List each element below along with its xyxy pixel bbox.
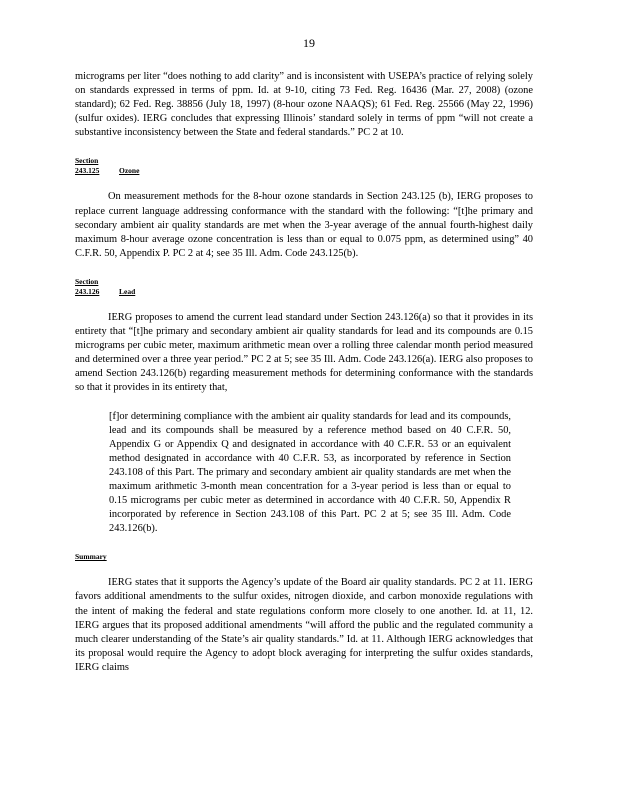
- summary-title: Summary: [75, 552, 107, 562]
- block-quote: [f]or determining compliance with the ambient air quality standards for lead and its compounds, lead and its compounds shall be measured by a reference method based on 40 C.F.R. 50, Appendix G or Appendix Q and designated in accordance with 40 C.F.R. 53 or an equivalent method designated in accordance with 40 C.F.R. 53, as incorporated by reference in Section 243.108 of this Part. The primary and secondary ambient air quality standards are met when the maximum arithmetic 3-month mean concentration for a 3-year period is less than or equal to 0.15 micrograms per cubic meter as determined in accordance with 40 C.F.R. 50, Appendix R incorporated by reference in Section 243.108 of this Part. PC 2 at 5; see 35 Ill. Adm. Code 243.126(b).: [109, 410, 511, 535]
- paragraph-summary: IERG states that it supports the Agency’s update of the Board air quality standards. PC 2 at 11. IERG favors additional amendments to the sulfur oxides, nitrogen dioxide, and carbon monoxide regulations with the intent of making the federal and state regulations conform more closely to one another. Id. at 11, 12. IERG argues that its proposed additional amendments “will afford the public and the regulated community a much clearer understanding of the State’s air quality standards.” Id. at 11. Although IERG acknowledges that its proposal would require the Agency to adopt block averaging for interpreting the sulfur oxides standards, IERG claims: [75, 577, 533, 673]
- paragraph-lead-standard: IERG proposes to amend the current lead standard under Section 243.126(a) so that it provides in its entirety that “[t]he primary and secondary ambient air quality standards for lead and its compounds are 0.15 micrograms per cubic meter, maximum arithmetic mean over a rolling three calendar month period measured and determined over a three year period.” PC 2 at 5; see 35 Ill. Adm. Code 243.126(a). IERG also proposes to amend Section 243.126(b) regarding measurement methods for determining conformance with the standards so that it provides in its entirety that,: [75, 311, 533, 394]
- section-title: Lead: [119, 286, 136, 296]
- summary-heading: [75, 552, 533, 562]
- section-title: Ozone: [119, 166, 140, 176]
- paragraph-continuation: micrograms per liter “does nothing to add clarity” and is inconsistent with USEPA’s practice of relying solely on standards expressed in terms of ppm. Id. at 9-10, citing 73 Fed. Reg. 16436 (Mar. 27, 2008) (ozone standard); 62 Fed. Reg. 38856 (July 18, 1997) (8-hour ozone NAAQS); 61 Fed. Reg. 25566 (May 22, 1996) (sulfur oxides). IERG concludes that expressing Illinois’ standard solely in terms of ppm “will not create a substantive inconsistency between the State and federal standards.” PC 2 at 10.: [75, 71, 533, 139]
- page-body: [75, 70, 533, 675]
- section-heading-ozone: [75, 156, 533, 176]
- page-number: 19: [303, 36, 315, 50]
- section-heading-lead: [75, 277, 533, 297]
- section-number: Section 243.126: [75, 276, 100, 296]
- section-number: Section 243.125: [75, 156, 100, 176]
- paragraph-ozone-measurement: On measurement methods for the 8-hour ozone standards in Section 243.125 (b), IERG proposes to replace current language addressing conformance with the standard with the following: “[t]he primary and secondary ambient air quality standards are met when the 3-year average of the annual fourth-highest daily maximum 8-hour average ozone concentration is less than or equal to 0.075 ppm, as determined using” 40 C.F.R. 50, Appendix P. PC 2 at 4; see 35 Ill. Adm. Code 243.125(b).: [75, 191, 533, 259]
